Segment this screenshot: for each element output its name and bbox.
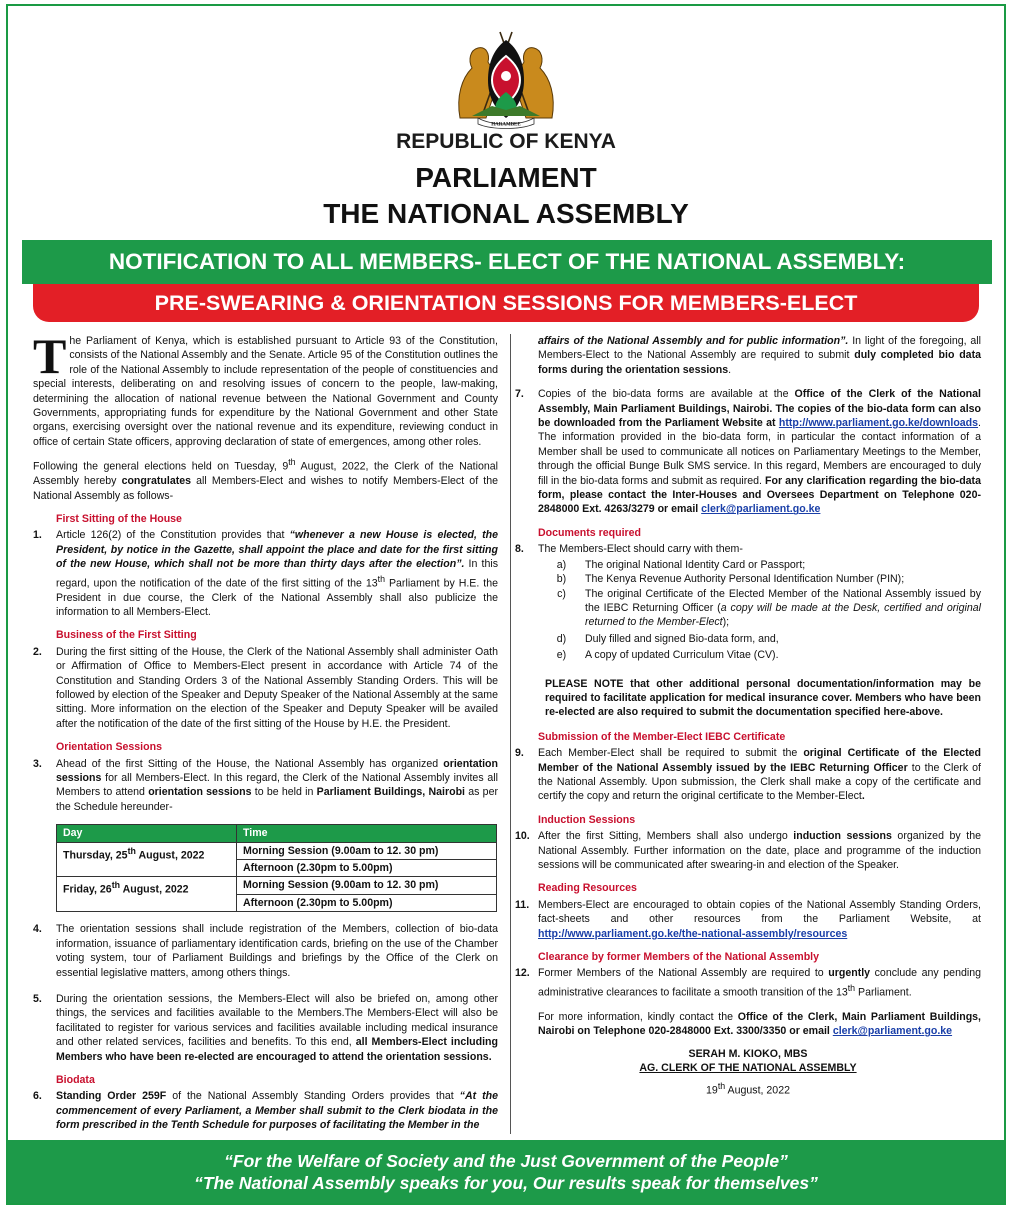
- dropcap: T: [33, 328, 67, 384]
- table-row: Afternoon (2.30pm to 5.00pm): [57, 894, 497, 911]
- downloads-link[interactable]: http://www.parliament.go.ke/downloads: [778, 417, 979, 430]
- list-item: c) The original Certificate of the Elected Member of the National Assembly issued by the IEBC Returning Officer (a copy will be made at the Desk, certified and original returned to the Member-Elect);: [557, 587, 981, 629]
- list-item: 1. Article 126(2) of the Constitution provides that “whenever a new House is elected, the President, by notice in the Gazette, shall appoint the place and date for the first sitting of the new House, which shall not be more than thirty days after the election”. In this regard, upon the notification of the date of the first sitting of the 13th Parliament by H.E. the President in due course, the Clerk of the National Assembly shall also publicize the information to all Members-Elect.: [33, 529, 498, 618]
- table-header-time: Time: [237, 825, 497, 842]
- list-item: 5. During the orientation sessions, the Members-Elect will also be briefed on, among other things, the services and facilities available to the Members.The Members-Elect will also be facilitated to register for various services and facilities available including medical insurance and other related services, facilities and benefits. To this end, all Members-Elect including Members who have been re-elected are encouraged to attend the orientation sessions.: [33, 992, 498, 1063]
- footer-motto-2: “The National Assembly speaks for you, Our results speak for themselves”: [194, 1173, 818, 1193]
- resources-link[interactable]: http://www.parliament.go.ke/the-national-assembly/resources: [538, 927, 848, 940]
- list-item: 11. Members-Elect are encouraged to obtain copies of the National Assembly Standing Orders, fact-sheets and other resources from the Parliament Website, at http://www.parliament.go.ke/the-national-assembly/resources: [515, 898, 981, 940]
- list-item: d) Duly filled and signed Bio-data form, and,: [556, 632, 779, 645]
- table-row: Friday, 26th August, 2022 Morning Session (9.00am to 12. 30 pm): [57, 877, 497, 894]
- list-item: 12. Former Members of the National Assembly are required to urgently conclude any pending administrative clearances to facilitate a smooth transition of the 13th Parliament.: [515, 967, 981, 999]
- table-row: Afternoon (2.30pm to 5.00pm): [57, 860, 497, 877]
- list-item: b) The Kenya Revenue Authority Personal Identification Number (PIN);: [556, 573, 905, 586]
- republic-heading: REPUBLIC OF KENYA: [396, 130, 616, 153]
- list-item: a) The original National Identity Card or Passport;: [556, 558, 806, 571]
- orientation-banner: PRE-SWEARING & ORIENTATION SESSIONS FOR MEMBERS-ELECT: [33, 284, 979, 322]
- list-item: 8. The Members-Elect should carry with them-: [515, 543, 743, 556]
- schedule-table: [56, 824, 497, 912]
- signature-block: [515, 1047, 981, 1099]
- table-row: Thursday, 25th August, 2022 Morning Session (9.00am to 12. 30 pm): [57, 842, 497, 859]
- section-title-orientation: Orientation Sessions: [56, 741, 162, 754]
- intro-paragraph: The Parliament of Kenya, which is established pursuant to Article 93 of the Constitution, consists of the National Assembly and the Senate. Article 95 of the Constitution outlines the role of the National Assembly to include representation of the people of constituencies and special interests, deliberating on and resolving issues of concern to the people, law-making, determining the allocation of national revenue between the National Government and County Governments, appropriating funds for expenditure by the National Government and other State organs, exercising oversight over the national revenue and its expenditure, reviewing conduct in office of certain State officers, approving declaration of state of emergences, among other roles.: [33, 328, 498, 448]
- kenya-coat-of-arms: [452, 26, 560, 130]
- section-title-documents: Documents required: [538, 526, 642, 539]
- list-item: 7. Copies of the bio-data forms are available at the Office of the Clerk of the National Assembly, Main Parliament Buildings, Nairobi. The copies of the bio-data form can also be downloaded from the Parliament Website at http://www.parliament.go.ke/downloads. The information provided in the bio-data form, in particular the contact information of a Member shall be used to communicate all notices on Parliamentary Meetings to the Member, through the official Bunge Bulk SMS service. In this regard, Members are encouraged to duly fill in the bio-data forms and submit as required. For any clarification regarding the bio-data form, please contact the Inter-Houses and Oversees Department on Telephone 020-2848000 Ext. 4263/3279 or email clerk@parliament.go.ke: [515, 388, 981, 516]
- right-column: [515, 334, 981, 1098]
- list-item: 2. During the first sitting of the House, the Clerk of the National Assembly shall administer Oath or Affirmation of Office to Members-Elect present in accordance with Article 74 of the Constitution and Standing Orders 3 of the National Assembly Standing Orders. This will be followed by election of the Speaker and Deputy Speaker of the National Assembly at the same sitting. More information on the election of the Speaker and Deputy Speaker will be availed after the notification of the date of the first sitting of the House by H.E. the President.: [33, 645, 498, 730]
- list-item-continued: affairs of the National Assembly and for public information”. In light of the foregoing, all Members-Elect to the National Assembly are required to submit duly completed bio data forms during the orientation sessions.: [538, 335, 982, 376]
- list-item: 3. Ahead of the first Sitting of the House, the National Assembly has organized orientation sessions for all Members-Elect. In this regard, the Clerk of the National Assembly invites all Members to attend orientation sessions to be held in Parliament Buildings, Nairobi as per the Schedule hereunder-: [33, 757, 498, 813]
- signatory-name: SERAH M. KIOKO, MBS: [688, 1047, 808, 1060]
- table-header-day: Day: [57, 825, 237, 842]
- parliament-heading: PARLIAMENT: [415, 162, 597, 193]
- column-divider: [510, 334, 511, 1134]
- list-item: 4. The orientation sessions shall include registration of the Members, collection of bio-data information, issuance of parliamentary identification cards, briefing on the use of the Chamber voting system, tour of Parliament Buildings and briefings by the Office of the Clerk on essential legislative matters, among others things.: [33, 923, 498, 979]
- please-note: PLEASE NOTE that other additional personal documentation/information may be required to facilitate application for medical insurance cover. Members who have been re-elected are also required to submit the documentation specified here-above.: [545, 677, 981, 719]
- section-title-induction: Induction Sessions: [538, 813, 636, 826]
- left-column: [33, 328, 498, 1137]
- documents-list: [515, 558, 981, 663]
- list-item: e) A copy of updated Curriculum Vitae (CV).: [556, 649, 779, 662]
- section-title-first-sitting: First Sitting of the House: [56, 513, 182, 525]
- national-assembly-heading: THE NATIONAL ASSEMBLY: [323, 198, 689, 229]
- section-title-iebc: Submission of the Member-Elect IEBC Certificate: [538, 730, 786, 743]
- clerk-email-link[interactable]: clerk@parliament.go.ke: [701, 503, 821, 516]
- signature-date: 19th August, 2022: [706, 1081, 790, 1097]
- list-item: 6. Standing Order 259F of the National Assembly Standing Orders provides that “At the commencement of every Parliament, a Member shall submit to the Clerk biodata in the form prescribed in the Tenth Schedule for purposes of facilitating the Member in the: [33, 1090, 498, 1132]
- list-item: 9. Each Member-Elect shall be required to submit the original Certificate of the Elected Member of the National Assembly issued by the IEBC Returning Officer to the Clerk of the National Assembly. Upon submission, the Clerk shall make a copy of the certificate and certify the copy and return the original certificate to the Member-Elect.: [515, 747, 981, 803]
- section-title-biodata: Biodata: [56, 1073, 95, 1086]
- signatory-title: AG. CLERK OF THE NATIONAL ASSEMBLY: [639, 1062, 857, 1074]
- list-item: 10. After the first Sitting, Members shall also undergo induction sessions organized by the National Assembly. Further information on the date, place and programme of the induction sessions will be communicated after swearing-in and election of the Speaker.: [515, 830, 982, 871]
- section-title-business: Business of the First Sitting: [56, 629, 197, 642]
- contact-email-link[interactable]: clerk@parliament.go.ke: [832, 1025, 953, 1038]
- footer-motto-1: “For the Welfare of Society and the Just Government of the People”: [224, 1151, 788, 1171]
- contact-paragraph: For more information, kindly contact the Office of the Clerk, Main Parliament Buildings, Nairobi on Telephone 020-2848000 Ext. 3300/3350 or email clerk@parliament.go.ke: [538, 1010, 981, 1038]
- crest-motto: HARAMBEE: [491, 122, 521, 128]
- notification-banner: NOTIFICATION TO ALL MEMBERS- ELECT OF THE NATIONAL ASSEMBLY:: [22, 240, 992, 284]
- congratulations-paragraph: Following the general elections held on Tuesday, 9th August, 2022, the Clerk of the National Assembly hereby congratulates all Members-Elect and wishes to notify Members-Elect of the National Assembly as follows-: [33, 457, 498, 502]
- section-title-reading: Reading Resources: [538, 882, 637, 895]
- footer-banner: [8, 1140, 1004, 1203]
- section-title-clearance: Clearance by former Members of the National Assembly: [538, 951, 820, 964]
